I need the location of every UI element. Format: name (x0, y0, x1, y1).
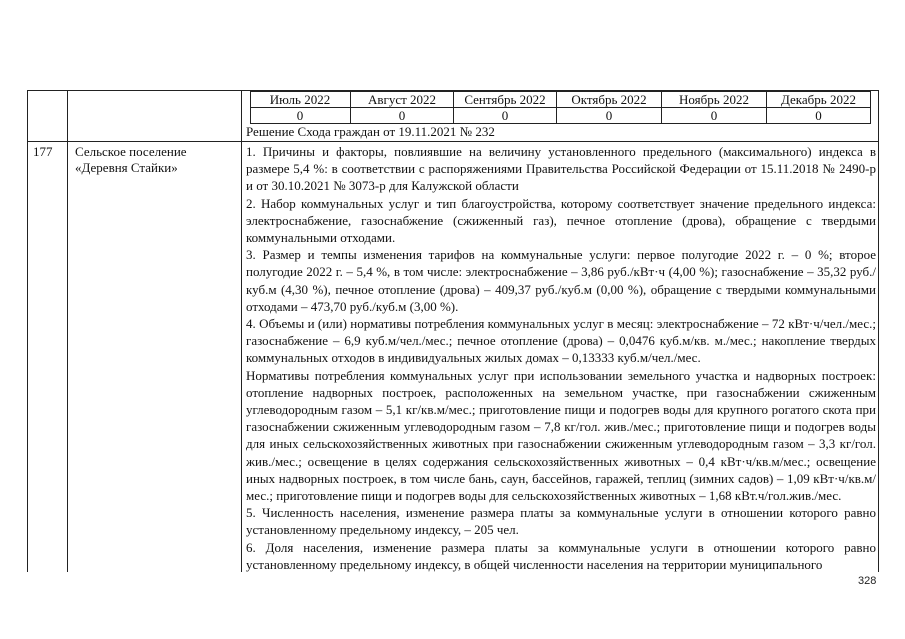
row-description (246, 143, 876, 573)
month-header: Декабрь 2022 (781, 92, 856, 107)
month-value: 0 (398, 108, 406, 123)
month-header: Октябрь 2022 (571, 92, 647, 107)
paragraph: 4. Объемы и (или) нормативы потребления коммунальных услуг в месяц: электроснабжение – 72 кВт·ч/чел./мес.; газоснабжение – 6,9 куб.м/чел./мес.; печное отопление (дрова) – 0,0476 куб.м/кв. м./мес.; накопление твердых коммунальных отходов в индивидуальных жилых домах – 0,13333 куб.м/чел./мес. (246, 316, 876, 366)
month-value: 0 (501, 108, 509, 123)
paragraph: 2. Набор коммунальных услуг и тип благоустройства, которому соответствует значение предельного индекса: электроснабжение, газоснабжение (сжиженный газ), печное отопление (дрова), обращение с твердыми коммунальными отходами. (246, 195, 876, 246)
table-right-border (878, 90, 879, 572)
month-value: 0 (815, 108, 822, 123)
decision-reference: Решение Схода граждан от 19.11.2021 № 232 (246, 124, 495, 139)
paragraph: 5. Численность населения, изменение размера платы за коммунальные услуги в отношении которого равно установленному предельному индексу, – 205 чел. (246, 505, 876, 538)
table-row-divider (27, 141, 878, 142)
table-col-divider-2 (241, 90, 242, 572)
paragraph: 6. Доля населения, изменение размера платы за коммунальные услуги в отношении которого равно установленному предельному индексу, в общей численности населения на территории муниципального (246, 539, 876, 572)
settlement-name: Сельское поселение «Деревня Стайки» (75, 144, 187, 175)
paragraph: Нормативы потребления коммунальных услуг при использовании земельного участка и надворных построек: отопление надворных построек, расположенных на земельном участке, при газоснабжении сжиженным углеводородным газом – 5,1 кг/кв.м/мес.; приготовление пищи и подогрев воды для крупного рогатого скота при газоснабжении сжиженным углеводородным газом – 7,8 кг/гол. жив./мес.; приготовление пищи и подогрев воды для иных сельскохозяйственных животных при газоснабжении сжиженным углеводородным газом – 3,3 кг/гол. жив./мес.; освещение в целях содержания сельскохозяйственных животных – 0,4 кВт·ч/кв.м/мес.; освещение иных надворных построек, в том числе бань, саун, бассейнов, гаражей, теплиц (зимних садов) – 1,09 кВт·ч/кв.м/мес.; приготовление пищи и подогрев воды для сельскохозяйственных животных – 1,68 кВт.ч/гол.жив./мес. (246, 367, 876, 504)
month-value: 0 (605, 108, 613, 123)
paragraph: 1. Причины и факторы, повлиявшие на величину установленного предельного (максимального) индекса в размере 5,4 %: в соответствии с распоряжениями Правительства Российской Федерации от 15.11.2018 № 2490-р и от 30.10.2021 № 3073-р для Калужской области (246, 144, 876, 194)
month-header: Июль 2022 (269, 92, 331, 107)
table-col-divider-1 (67, 90, 68, 572)
month-header: Сентябрь 2022 (464, 92, 546, 107)
month-header: Август 2022 (367, 92, 437, 107)
paragraph: 3. Размер и темпы изменения тарифов на коммунальные услуги: первое полугодие 2022 г. – 0 %; второе полугодие 2022 г. – 5,4 %, в том числе: электроснабжение – 3,86 руб./кВт·ч (4,00 %); газоснабжение – 35,32 руб./куб.м (4,30 %), печное отопление (дрова) – 409,37 руб./куб.м (0,00 %), обращение с твердыми коммунальными отходами – 473,70 руб./куб.м (3,00 %). (246, 247, 876, 314)
month-table-right (870, 91, 871, 124)
month-value: 0 (710, 108, 718, 123)
month-header: Ноябрь 2022 (679, 92, 749, 107)
row-number: 177 (33, 144, 53, 159)
table-left-border (27, 90, 28, 572)
page-number: 328 (858, 575, 877, 587)
month-value: 0 (296, 108, 304, 123)
